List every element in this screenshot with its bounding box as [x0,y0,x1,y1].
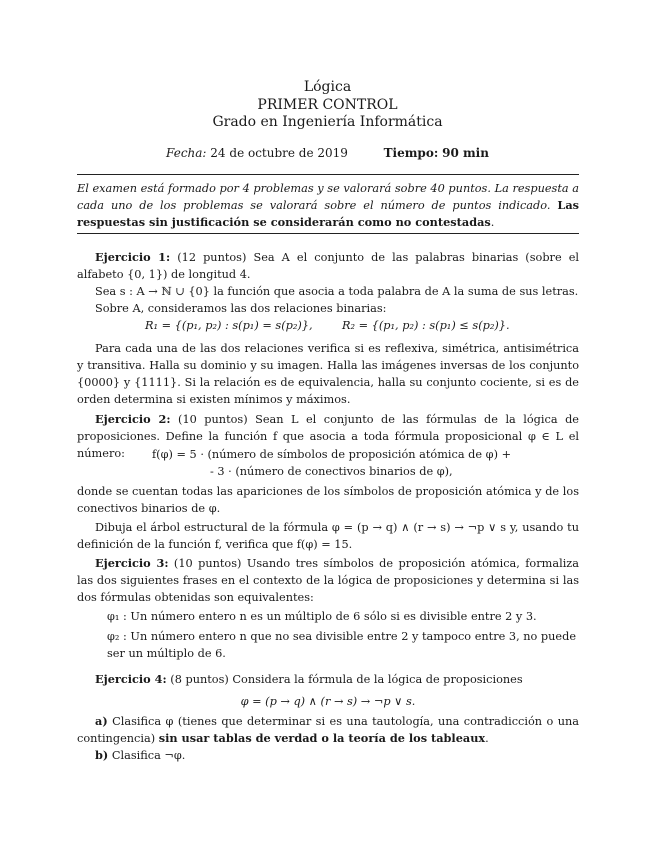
exercise-2: Ejercicio 2: (10 puntos) Sean L el conjunto de las fórmulas de la lógica de proposiciones. Define la función f que asocia a toda fórmula proposicional φ ∈ L el número: [77,412,579,460]
date-line [0,146,655,160]
exercise-4-formula: φ = (p → q) ∧ (r → s) → ¬p ∨ s. [240,695,416,708]
exercise-1-tasks: Para cada una de las dos relaciones verifica si es reflexiva, simétrica, antisimétrica y transitiva. Halla su dominio y su imagen. Halla las imágenes inversas de los conjunto {0000} y {1111}. Si la relación es de equivalencia, halla su conjunto cociente, si es de orden determina si existen mínimos y máximos. [77,342,579,406]
exercise-4-parts: a) Clasifica φ (tienes que determinar si es una tautología, una contradicción o una contingencia) sin usar tablas de verdad o la teoría de los tableaux. b) Clasifica ¬φ. [77,714,579,762]
subject-title: Lógica [303,79,352,95]
degree-title: Grado en Ingeniería Informática [212,114,443,130]
instructions-italic: El examen está formado por 4 problemas y se valorará sobre 40 puntos. La respuesta a cada uno de los problemas se valorará sobre el número de puntos indicado. [77,182,579,212]
exam-title: PRIMER CONTROL [257,97,398,113]
exercise-2-title: Ejercicio 2: [95,412,171,426]
part-a-label: a) [95,714,108,728]
time-label: Tiempo: [383,146,439,160]
exercise-4-title: Ejercicio 4: [95,672,167,686]
date-value: 24 de octubre de 2019 [210,146,348,160]
exercise-4: Ejercicio 4: (8 puntos) Considera la fórmula de la lógica de proposiciones [95,672,523,686]
phrase-phi1: φ₁ : Un número entero n es un múltiplo de 6 sólo si es divisible entre 2 y 3. [107,610,537,623]
function-def-line-2: - 3 · (número de conectivos binarios de φ), [210,465,453,478]
relation-r1: R₁ = {(p₁, p₂) : s(p₁) = s(p₂)}, [145,319,313,332]
phrase-phi2: φ₂ : Un número entero n que no sea divisible entre 2 y tampoco entre 3, no puede [107,630,577,643]
exercise-2-body: donde se cuentan todas las apariciones de los símbolos de proposición atómica y de los conectivos binarios de φ. Dibuja el árbol estructural de la fórmula φ = (p → q) ∧ (r → s) → ¬p ∨ s y, usando tu definición de la función f, verifica que f(φ) = 15. [77,485,579,551]
function-def-line-1: f(φ) = 5 · (número de símbolos de proposición atómica de φ) + [152,448,512,461]
exercise-1-title: Ejercicio 1: [95,250,171,264]
top-rule [77,174,579,175]
date-label: Fecha: [166,146,207,160]
exercise-3-title: Ejercicio 3: [95,556,169,570]
bottom-rule [77,233,579,234]
exercise-1: Ejercicio 1: (12 puntos) Sea A el conjunto de las palabras binarias (sobre el alfabeto {0, 1}) de longitud 4. Sea s : A → ℕ ∪ {0} la función que asocia a toda palabra de A la suma de sus letras. Sobre A, consideramos las dos relaciones binarias: [77,250,579,315]
instructions: El examen está formado por 4 problemas y se valorará sobre 40 puntos. La respuesta a cada uno de los problemas se valorará sobre el número de puntos indicado. Las respuestas sin justificación se considerarán como no contestadas. [77,182,579,229]
time-value: 90 min [442,146,489,160]
relation-r2: R₂ = {(p₁, p₂) : s(p₁) ≤ s(p₂)}. [342,319,510,332]
exercise-3: Ejercicio 3: (10 puntos) Usando tres símbolos de proposición atómica, formaliza las dos siguientes frases en el contexto de la lógica de proposiciones y determina si las dos fórmulas obtenidas son equivalentes: [77,556,579,604]
instructions-bold: Las respuestas sin justificación se considerarán como no contestadas [77,198,579,229]
phrase-phi2-cont: ser un múltiplo de 6. [107,647,226,660]
part-b-label: b) [95,748,109,762]
